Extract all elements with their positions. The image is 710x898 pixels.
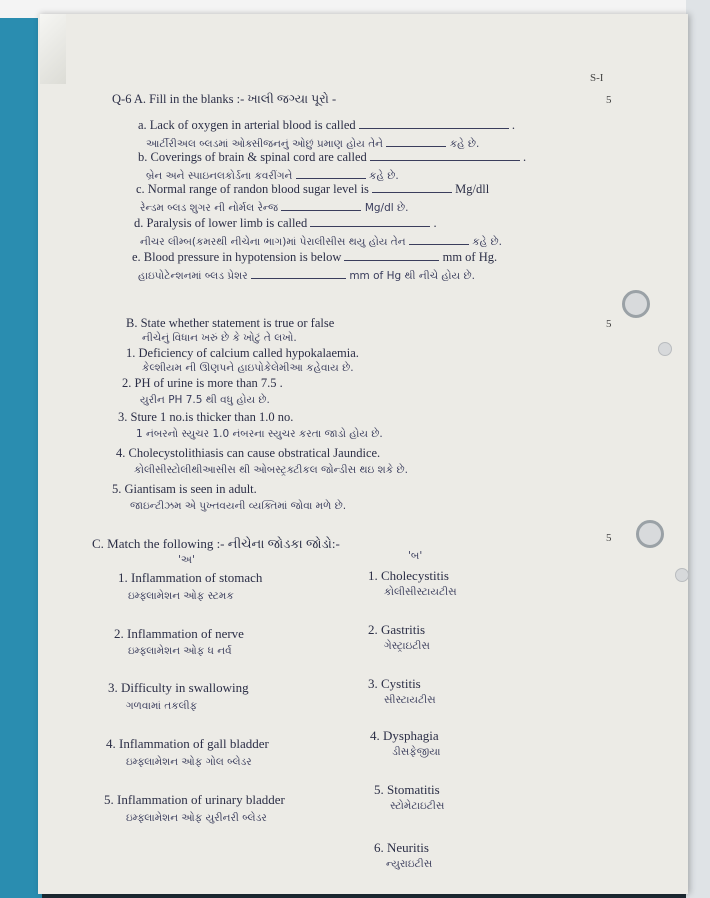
section-a-heading: Q-6 A. Fill in the blanks :- ખાલી જગ્યા પૂરો - [112,92,337,106]
item-c-en: c. Normal range of randon blood sugar level is Mg/dll [136,182,490,196]
tf-item-3-en: 3. Sture 1 no.is thicker than 1.0 no. [118,410,294,424]
match-left-5-en: 5. Inflammation of urinary bladder [104,792,285,807]
match-right-6-en: 6. Neuritis [374,840,429,855]
tf-item-1-en: 1. Deficiency of calcium called hypokalaemia. [126,346,359,360]
match-right-3-en: 3. Cystitis [368,676,421,691]
binder-ring-mid [636,520,664,548]
section-b-mark: 5 [606,318,612,330]
section-a-mark: 5 [606,94,612,106]
tf-item-5-gu: જાઇન્ટીઝમ એ પુખ્તવયની વ્યક્તિમાં જોવા મળે છે. [130,500,347,512]
match-right-3-gu: સીસ્ટાયટીસ [384,694,436,706]
match-left-5-gu: ઇમ્ફ્લામેશન ઓફ યુરીનરી બ્લેડર [126,812,267,824]
punch-hole [658,342,672,356]
match-right-1-gu: કોલીસીસ્ટાયટીસ [384,586,457,598]
tf-item-5-en: 5. Giantisam is seen in adult. [112,482,257,496]
tf-item-4-gu: કોલીસીસ્ટોલીથીઆસીસ થી ઓબસ્ટ્રક્ટીકલ જોન્ડીસ થઇ શકે છે. [134,464,408,476]
match-right-6-gu: ન્યુરાઇટીસ [386,858,433,870]
match-left-1-en: 1. Inflammation of stomach [118,570,263,585]
tf-item-2-gu: યુરીન PH 7.5 થી વધુ હોય છે. [140,394,270,406]
tf-item-1-gu: કેલ્શીયમ ની ઊણપને હાઇપોકેલેમીઆ કહેવાય છે. [142,362,354,374]
item-a-gu: આર્ટીરીઅલ બ્લડમાં ઓક્સીજનનું ઓછું પ્રમાણ હોય તેને કહે છે. [146,138,480,150]
match-right-4-gu: ડીસફેજીયા [392,746,441,758]
match-right-5-gu: સ્ટોમેટાઇટીસ [390,800,445,812]
match-left-2-en: 2. Inflammation of nerve [114,626,244,641]
paper-corner-fold [40,14,66,84]
tf-item-4-en: 4. Cholecystolithiasis can cause obstratical Jaundice. [116,446,381,460]
item-b-en: b. Coverings of brain & spinal cord are called . [138,150,527,164]
section-b-heading-gu: નીચેનું વિધાન ખરું છે કે ખોટું તે લખો. [142,332,297,344]
match-left-3-gu: ગળવામાં તકલીફ [126,700,198,712]
background-right [686,0,710,898]
match-right-4-en: 4. Dysphagia [370,728,439,743]
item-a-en: a. Lack of oxygen in arterial blood is called . [138,118,516,132]
tf-item-3-gu: 1 નંબરનો સ્યુચર 1.0 નંબરના સ્યુચર કરતા જાડો હોય છે. [136,428,383,440]
item-d-en: d. Paralysis of lower limb is called . [134,216,437,230]
punch-hole [675,568,689,582]
match-right-1-en: 1. Cholecystitis [368,568,449,583]
binder-ring-top [622,290,650,318]
section-b-heading: B. State whether statement is true or false [126,316,335,330]
match-left-2-gu: ઇમ્ફ્લામેશન ઓફ ધ નર્વ [128,645,232,657]
item-e-gu: હાઇપોટેન્શનમાં બ્લડ પ્રેશર mm of Hg થી નીચે હોય છે. [138,270,475,282]
match-left-4-en: 4. Inflammation of gall bladder [106,736,269,751]
tf-item-2-en: 2. PH of urine is more than 7.5 . [122,376,283,390]
item-e-en: e. Blood pressure in hypotension is below mm of Hg. [132,250,498,264]
match-left-3-en: 3. Difficulty in swallowing [108,680,249,695]
item-b-gu: બ્રેન અને સ્પાઇનલકોર્ડના કવરીંગને કહે છે. [146,170,399,182]
item-d-gu: નીચર લીમ્બ(કમરથી નીચેના ભાગ)માં પેરાલીસીસ થયુ હોય તેન કહે છે. [140,236,502,248]
match-right-2-gu: ગેસ્ટ્રાઇટીસ [384,640,430,652]
section-c-heading: C. Match the following :- નીચેના જોડકા જોડો:- [92,536,340,551]
column-b-label: 'બ' [408,550,423,562]
section-c-mark: 5 [606,532,612,544]
background-left [0,0,42,898]
paper-code: S-I [590,72,604,84]
match-left-4-gu: ઇમ્ફ્લામેશન ઓફ ગોલ બ્લેડર [126,756,252,768]
match-left-1-gu: ઇમ્ફ્લામેશન ઓફ સ્ટમક [128,590,234,602]
match-right-5-en: 5. Stomatitis [374,782,440,797]
item-c-gu: રેન્ડમ બ્લડ શુગર ની નોર્મલ રેન્જ Mg/dl છે. [140,202,409,214]
column-a-label: 'અ' [178,554,195,566]
match-right-2-en: 2. Gastritis [368,622,426,637]
